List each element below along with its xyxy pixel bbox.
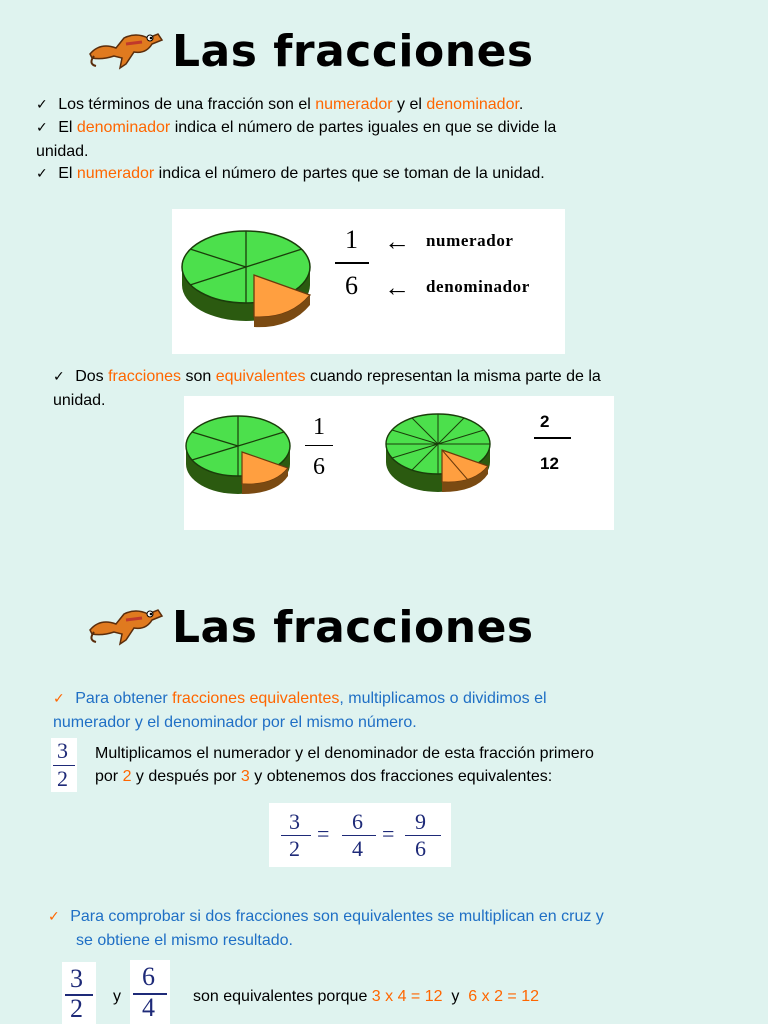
page-title: Las fracciones xyxy=(172,602,534,653)
fraction-3-numerator: 9 xyxy=(415,809,426,834)
text: . xyxy=(518,96,524,113)
pie-chart-sixths-icon xyxy=(184,402,294,502)
bullet-terms xyxy=(36,93,736,117)
check-icon: ✓ xyxy=(36,120,48,136)
text: numerador y el denominador por el mismo número. xyxy=(53,714,417,731)
fraction-numerator: 6 xyxy=(142,962,155,991)
fraction-bar xyxy=(335,262,369,264)
text: El xyxy=(58,165,77,182)
text: son equivalentes porque xyxy=(193,988,372,1005)
pie-chart-twelfths-icon xyxy=(384,400,492,500)
text: El xyxy=(58,119,77,136)
fraction-3-denominator: 6 xyxy=(415,836,426,861)
cross-explanation xyxy=(193,985,753,1008)
fraction-bar xyxy=(534,437,571,439)
mascot-icon xyxy=(86,600,166,646)
check-icon: ✓ xyxy=(36,166,48,182)
text: unidad. xyxy=(53,392,106,409)
term-denominador: denominador xyxy=(426,96,519,113)
fraction-diagram-1 xyxy=(172,209,565,354)
text: Multiplicamos el numerador y el denominador de esta fracción primero xyxy=(95,745,594,762)
text: unidad. xyxy=(36,143,89,160)
text: Dos xyxy=(75,368,109,385)
text: Para comprobar si dos fracciones son equivalentes se multiplican en cruz y xyxy=(70,908,604,925)
text: y después por xyxy=(131,768,241,785)
text: cuando representan la misma parte de la xyxy=(305,368,601,385)
factor-3: 3 xyxy=(240,768,250,785)
term-numerador: numerador xyxy=(315,96,393,113)
fraction-denominator: 6 xyxy=(345,271,358,300)
text: y el xyxy=(392,96,427,113)
fraction-denominator: 2 xyxy=(57,766,68,791)
bullet-comprobar xyxy=(48,905,748,952)
cross-fraction-1 xyxy=(62,962,96,1024)
fraction-denominator: 4 xyxy=(142,993,155,1022)
text: Los términos de una fracción son el xyxy=(58,96,316,113)
term-fracciones-equivalentes: fracciones equivalentes xyxy=(172,690,340,707)
fraction-2-numerator: 6 xyxy=(352,809,363,834)
fraction-numerator: 3 xyxy=(70,964,83,993)
bullet-denominador xyxy=(36,116,736,163)
check-icon: ✓ xyxy=(53,691,65,707)
check-icon: ✓ xyxy=(48,909,60,925)
text-y: y xyxy=(113,988,121,1005)
fraction-1-numerator: 3 xyxy=(289,809,300,834)
term-fracciones: fracciones xyxy=(108,368,182,385)
fraction-numerator: 3 xyxy=(57,738,68,763)
text: son xyxy=(181,368,216,385)
fraction-2-numerator: 2 xyxy=(540,412,550,431)
check-icon: ✓ xyxy=(53,369,65,385)
factor-2: 2 xyxy=(122,768,132,785)
check-icon: ✓ xyxy=(36,97,48,113)
example-text xyxy=(95,742,755,788)
equals-sign: = xyxy=(317,821,330,846)
term-denominador: denominador xyxy=(76,119,171,136)
term-numerador: numerador xyxy=(76,165,155,182)
text: se obtiene el mismo resultado. xyxy=(76,932,293,949)
arrow-left-icon: ← xyxy=(384,273,410,302)
text: indica el número de partes que se toman de la unidad. xyxy=(154,165,545,182)
pie-chart-sixths-icon xyxy=(178,215,322,331)
term-equivalentes: equivalentes xyxy=(215,368,306,385)
fraction-1-denominator: 2 xyxy=(289,836,300,861)
equals-sign: = xyxy=(382,821,395,846)
fraction-2-denominator: 12 xyxy=(540,454,559,473)
text: y xyxy=(442,988,469,1005)
text: y obtenemos dos fracciones equivalentes: xyxy=(249,768,553,785)
arrow-left-icon: ← xyxy=(384,227,410,256)
label-denominador: denominador xyxy=(426,277,530,296)
text: por xyxy=(95,768,123,785)
fraction-denominator: 2 xyxy=(70,994,83,1023)
cross-fraction-2 xyxy=(130,960,170,1024)
example-fraction xyxy=(51,738,77,792)
product-1: 3 x 4 = 12 xyxy=(371,988,443,1005)
fraction-numerator: 1 xyxy=(345,225,358,254)
text: Para obtener xyxy=(75,690,173,707)
fraction-2-denominator: 4 xyxy=(352,836,363,861)
equivalence-equation xyxy=(269,803,451,867)
bullet-obtener xyxy=(53,687,743,734)
fraction-diagram-2 xyxy=(184,396,614,530)
bullet-numerador xyxy=(36,162,736,186)
label-numerador: numerador xyxy=(426,231,514,250)
mascot-icon xyxy=(86,24,166,70)
fraction-1-numerator: 1 xyxy=(313,414,325,440)
fraction-1-denominator: 6 xyxy=(313,454,325,480)
text: , multiplicamos o dividimos el xyxy=(339,690,547,707)
product-2: 6 x 2 = 12 xyxy=(468,988,540,1005)
text: indica el número de partes iguales en que se divide la xyxy=(170,119,557,136)
fraction-bar xyxy=(305,445,333,446)
page-title: Las fracciones xyxy=(172,26,534,77)
